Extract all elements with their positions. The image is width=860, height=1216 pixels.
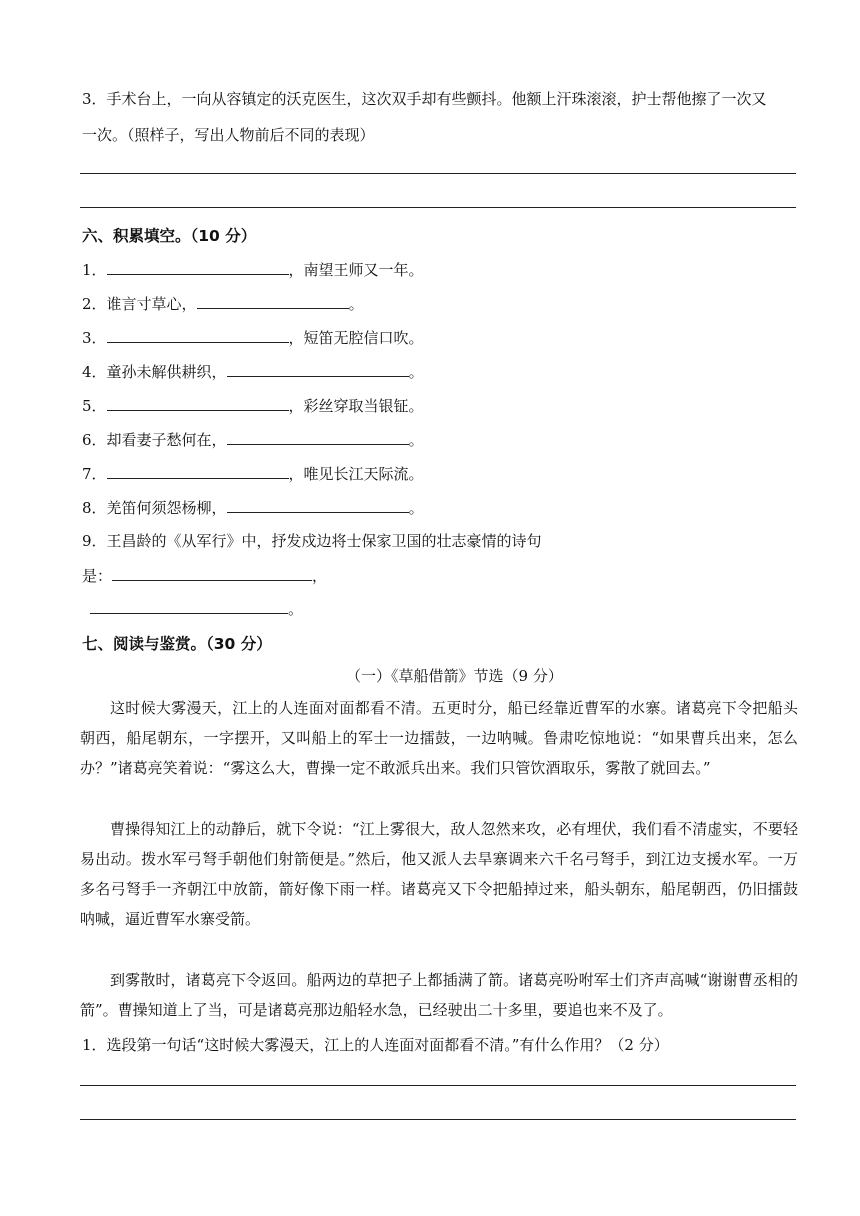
fill-item-9-line2 xyxy=(82,565,327,586)
blank-line xyxy=(107,396,289,411)
answer-line xyxy=(80,173,796,174)
item-number: 2． xyxy=(82,295,107,313)
passage-title: （一）《草船借箭》节选（9 分） xyxy=(346,667,563,685)
q3-line1: 3．手术台上，一向从容镇定的沃克医生，这次双手却有些颤抖。他额上汗珠滚滚，护士帮他擦了一次又 xyxy=(82,90,767,108)
item-text: 却看妻子愁何在， xyxy=(106,431,227,449)
blank-line xyxy=(197,294,349,309)
blank-line xyxy=(227,430,409,445)
passage-paragraph-2: 曹操得知江上的动静后，就下令说：“江上雾很大，敌人忽然来攻，必有埋伏，我们看不清虚实，不要轻易出动。拨水军弓弩手朝他们射箭便是。”然后，他又派人去旱寨调来六千名弓弩手，到江边支援水军。一万多名弓弩手一齐朝江中放箭，箭好像下雨一样。诸葛亮又下令把船掉过来，船头朝东，船尾朝西，仍旧擂鼓呐喊，逼近曹军水寨受箭。 xyxy=(80,820,798,928)
blank-line xyxy=(107,328,289,343)
fill-item-3 xyxy=(82,327,424,348)
section7-title: 七、阅读与鉴赏。（30 分） xyxy=(82,635,272,653)
fill-item-5 xyxy=(82,395,424,416)
blank-line xyxy=(90,599,288,614)
blank-line xyxy=(107,464,289,479)
item-text: ，彩丝穿取当银钲。 xyxy=(288,397,424,415)
item-text: 童孙未解供耕织， xyxy=(106,363,227,381)
item-text: 。 xyxy=(408,499,424,517)
item-number: 7． xyxy=(82,465,107,483)
blank-line xyxy=(107,260,289,275)
item-text: 是： xyxy=(82,567,113,585)
item-text: ， xyxy=(312,567,328,585)
item-number: 4． xyxy=(82,363,107,381)
item-text: ，唯见长江天际流。 xyxy=(288,465,424,483)
item-number: 1． xyxy=(82,261,107,279)
fill-item-9-prompt: 9．王昌龄的《从军行》中，抒发戍边将士保家卫国的壮志豪情的诗句 xyxy=(82,532,542,550)
answer-line xyxy=(80,1119,796,1120)
item-text: 。 xyxy=(408,431,424,449)
blank-line xyxy=(227,362,409,377)
item-text: ，南望王师又一年。 xyxy=(288,261,424,279)
item-number: 3． xyxy=(82,329,107,347)
passage-paragraph-3: 到雾散时，诸葛亮下令返回。船两边的草把子上都插满了箭。诸葛亮吩咐军士们齐声高喊“谢谢曹丞相的箭”。曹操知道上了当，可是诸葛亮那边船轻水急，已经驶出二十多里，要追也来不及了。 xyxy=(80,971,798,1019)
fill-item-4 xyxy=(82,361,424,382)
fill-item-9-line3 xyxy=(90,598,303,619)
item-text: 。 xyxy=(348,295,364,313)
item-text: 谁言寸草心， xyxy=(106,295,197,313)
question-1: 1．选段第一句话“这时候大雾漫天，江上的人连面对面都看不清。”有什么作用？（2 分） xyxy=(82,1036,669,1054)
item-number: 5． xyxy=(82,397,107,415)
q3-line2: 一次。（照样子，写出人物前后不同的表现） xyxy=(82,126,375,144)
item-text: ，短笛无腔信口吹。 xyxy=(288,329,424,347)
item-text: 。 xyxy=(408,363,424,381)
fill-item-6 xyxy=(82,429,424,450)
item-number: 6． xyxy=(82,431,107,449)
fill-item-7 xyxy=(82,463,424,484)
fill-item-8 xyxy=(82,497,424,518)
answer-line xyxy=(80,207,796,208)
passage-paragraph-1: 这时候大雾漫天，江上的人连面对面都看不清。五更时分，船已经靠近曹军的水寨。诸葛亮下令把船头朝西，船尾朝东，一字摆开，又叫船上的军士一边擂鼓，一边呐喊。鲁肃吃惊地说：“如果曹兵出来，怎么办？”诸葛亮笑着说：“雾这么大，曹操一定不敢派兵出来。我们只管饮酒取乐，雾散了就回去。” xyxy=(80,699,798,777)
blank-line xyxy=(227,498,409,513)
item-number: 8． xyxy=(82,499,107,517)
item-text: 羌笛何须怨杨柳， xyxy=(106,499,227,517)
fill-item-1 xyxy=(82,259,424,280)
blank-line xyxy=(112,566,312,581)
item-text: 。 xyxy=(288,600,304,618)
section6-title: 六、积累填空。（10 分） xyxy=(82,227,257,245)
fill-item-2 xyxy=(82,293,364,314)
answer-line xyxy=(80,1085,796,1086)
